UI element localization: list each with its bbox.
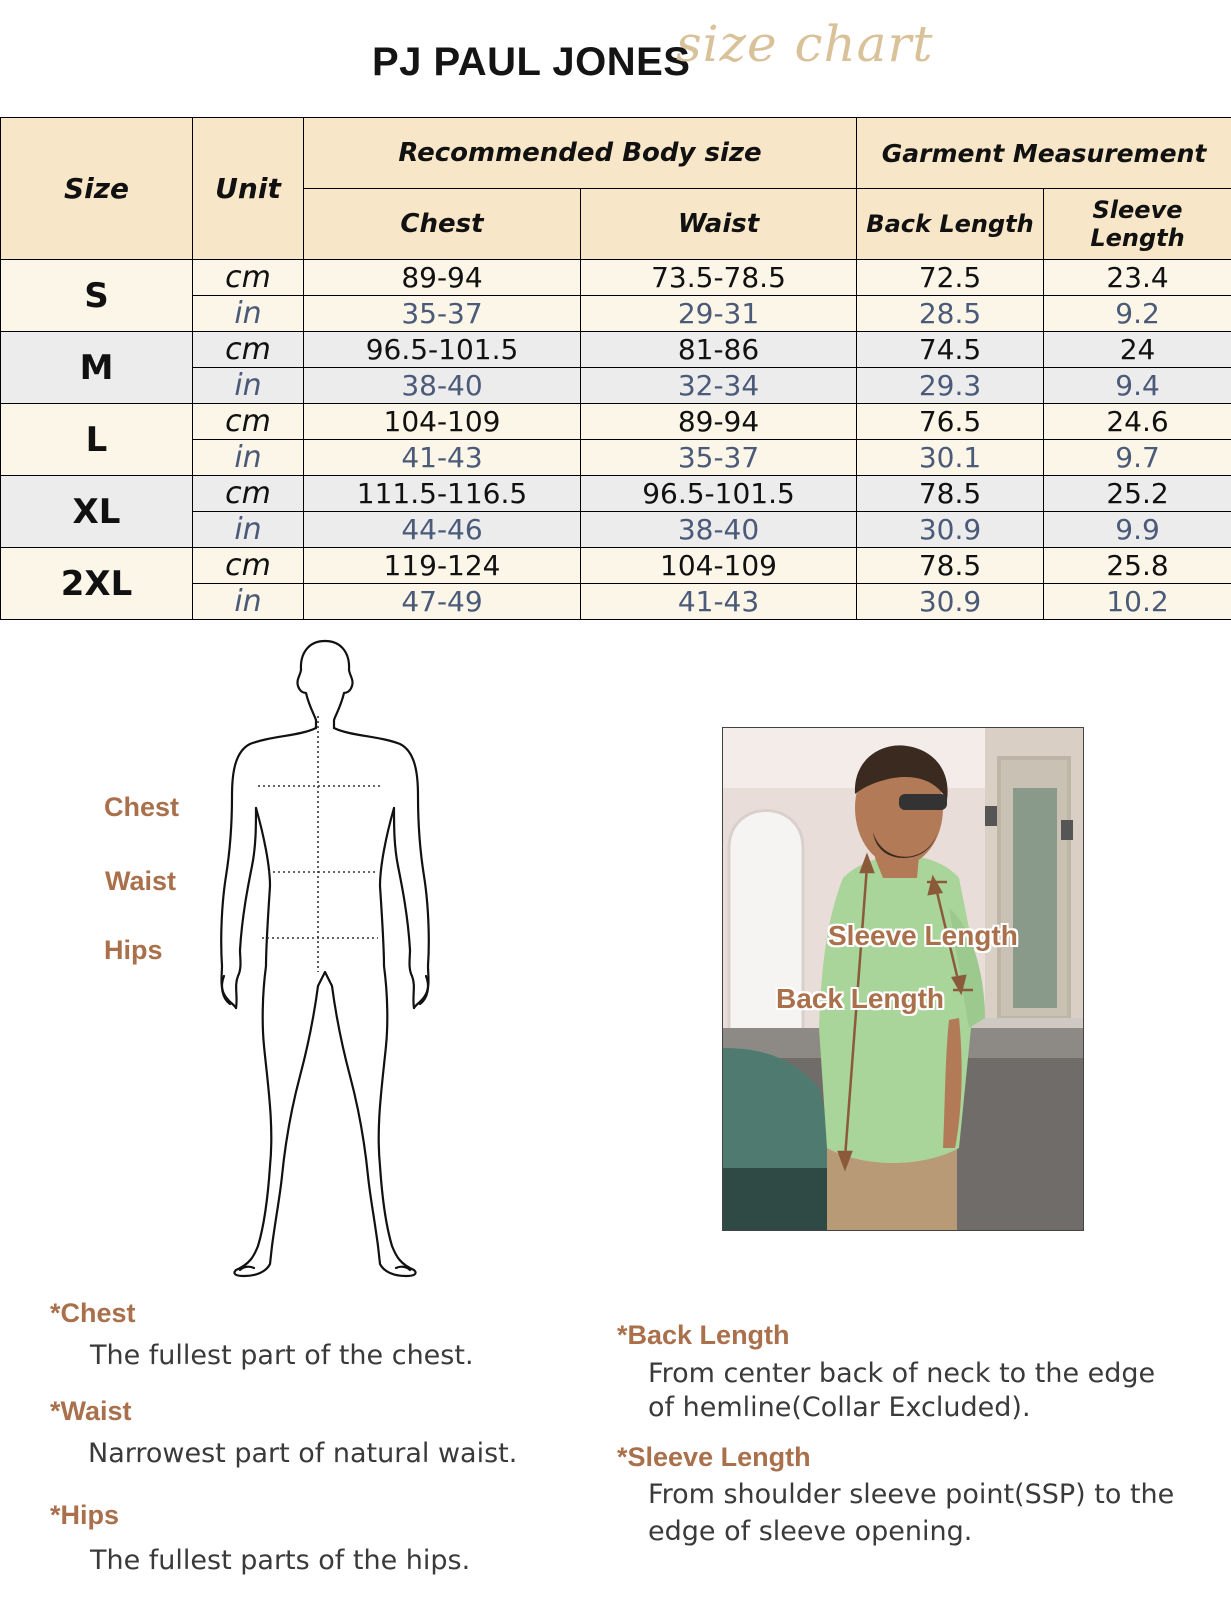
waist-value: 41-43: [581, 584, 857, 620]
model-photo-illustration: [723, 728, 1083, 1230]
waist-value: 32-34: [581, 368, 857, 404]
chest-value: 104-109: [304, 404, 581, 440]
definition-text-hips: The fullest parts of the hips.: [90, 1545, 471, 1576]
brand-name: PJ PAUL JONES: [372, 40, 691, 84]
chest-value: 35-37: [304, 296, 581, 332]
definition-title-sleeve-length: *Sleeve Length: [617, 1442, 811, 1472]
unit-in: in: [193, 296, 304, 332]
sleeve-length-value: 9.7: [1044, 440, 1231, 476]
definition-text-back-length-line2: of hemline(Collar Excluded).: [648, 1392, 1031, 1423]
definition-text-waist: Narrowest part of natural waist.: [88, 1438, 518, 1469]
table-row: [1, 548, 1231, 584]
unit-cm: cm: [193, 404, 304, 440]
definition-text-back-length-line1: From center back of neck to the edge: [648, 1358, 1156, 1389]
sleeve-length-value: 23.4: [1044, 260, 1231, 296]
chest-value: 119-124: [304, 548, 581, 584]
back-length-value: 76.5: [857, 404, 1044, 440]
sleeve-length-value: 10.2: [1044, 584, 1231, 620]
unit-cm: cm: [193, 476, 304, 512]
back-length-value: 28.5: [857, 296, 1044, 332]
unit-in: in: [193, 440, 304, 476]
waist-value: 104-109: [581, 548, 857, 584]
back-length-value: 78.5: [857, 476, 1044, 512]
figure-label-hips: Hips: [104, 935, 163, 965]
sleeve-length-value: 9.9: [1044, 512, 1231, 548]
back-length-value: 29.3: [857, 368, 1044, 404]
size-label: XL: [1, 476, 193, 548]
back-length-value: 30.9: [857, 512, 1044, 548]
header-recommended-body-size: Recommended Body size: [304, 118, 857, 189]
unit-in: in: [193, 584, 304, 620]
photo-label-sleeve-length: Sleeve Length: [828, 920, 1018, 951]
sleeve-length-value: 25.2: [1044, 476, 1231, 512]
waist-value: 96.5-101.5: [581, 476, 857, 512]
definition-text-chest: The fullest part of the chest.: [90, 1340, 474, 1371]
unit-in: in: [193, 368, 304, 404]
chest-value: 111.5-116.5: [304, 476, 581, 512]
sleeve-length-value: 9.2: [1044, 296, 1231, 332]
back-length-value: 30.1: [857, 440, 1044, 476]
table-row: [1, 332, 1231, 368]
size-table: [0, 117, 1231, 620]
sleeve-length-value: 9.4: [1044, 368, 1231, 404]
back-length-value: 30.9: [857, 584, 1044, 620]
chest-value: 44-46: [304, 512, 581, 548]
unit-cm: cm: [193, 260, 304, 296]
chest-value: 41-43: [304, 440, 581, 476]
definition-title-waist: *Waist: [50, 1396, 132, 1426]
back-length-value: 74.5: [857, 332, 1044, 368]
back-length-value: 78.5: [857, 548, 1044, 584]
size-label: 2XL: [1, 548, 193, 620]
table-row: [1, 260, 1231, 296]
header-unit: Unit: [193, 118, 304, 260]
waist-value: 38-40: [581, 512, 857, 548]
definition-title-hips: *Hips: [50, 1500, 120, 1530]
chest-value: 89-94: [304, 260, 581, 296]
waist-value: 35-37: [581, 440, 857, 476]
table-row: [1, 404, 1231, 440]
waist-value: 81-86: [581, 332, 857, 368]
chest-value: 38-40: [304, 368, 581, 404]
unit-cm: cm: [193, 332, 304, 368]
definition-title-back-length: *Back Length: [617, 1320, 790, 1350]
waist-value: 89-94: [581, 404, 857, 440]
header-waist: Waist: [581, 189, 857, 260]
figure-label-chest: Chest: [104, 792, 180, 822]
size-chart-script-title: size chart: [676, 15, 934, 73]
body-outline-figure: [210, 636, 440, 1296]
photo-label-back-length: Back Length: [776, 983, 945, 1014]
table-row: [1, 476, 1231, 512]
definition-text-sleeve-length-line1: From shoulder sleeve point(SSP) to the: [648, 1479, 1175, 1510]
sleeve-length-value: 24.6: [1044, 404, 1231, 440]
header-size: Size: [1, 118, 193, 260]
model-photo: [722, 727, 1084, 1231]
size-label: M: [1, 332, 193, 404]
definition-title-chest: *Chest: [50, 1298, 136, 1328]
header-garment-measurement: Garment Measurement: [857, 118, 1231, 189]
chest-value: 96.5-101.5: [304, 332, 581, 368]
title-header: [0, 10, 1231, 110]
unit-in: in: [193, 512, 304, 548]
waist-value: 29-31: [581, 296, 857, 332]
header-chest: Chest: [304, 189, 581, 260]
header-sleeve-length: Sleeve Length: [1044, 189, 1231, 260]
definition-text-sleeve-length-line2: edge of sleeve opening.: [648, 1516, 973, 1547]
header-back-length: Back Length: [857, 189, 1044, 260]
waist-value: 73.5-78.5: [581, 260, 857, 296]
sleeve-length-value: 25.8: [1044, 548, 1231, 584]
unit-cm: cm: [193, 548, 304, 584]
size-label: L: [1, 404, 193, 476]
size-label: S: [1, 260, 193, 332]
back-length-value: 72.5: [857, 260, 1044, 296]
chest-value: 47-49: [304, 584, 581, 620]
sleeve-length-value: 24: [1044, 332, 1231, 368]
figure-label-waist: Waist: [105, 866, 177, 896]
